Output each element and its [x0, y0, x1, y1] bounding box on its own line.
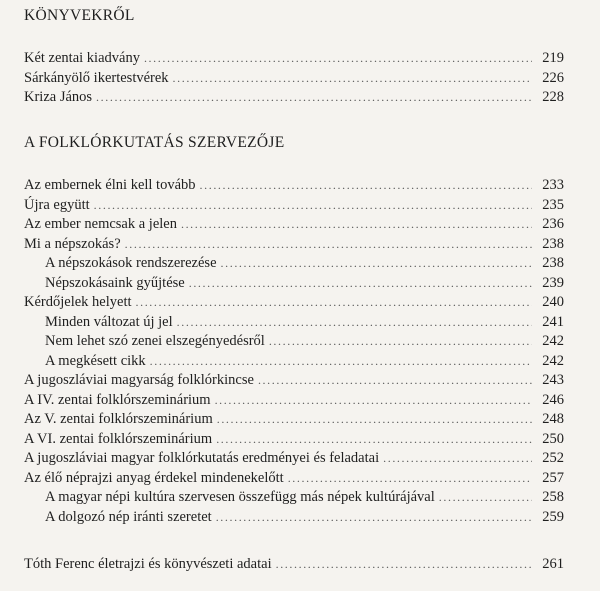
dot-leader — [221, 254, 532, 274]
toc-entry-page: 248 — [542, 411, 564, 427]
section-title-folklorkutatas: A FOLKLÓRKUTATÁS SZERVEZŐJE — [24, 134, 285, 151]
section-title-konyvekrol: KÖNYVEKRŐL — [24, 7, 135, 24]
toc-entry-title: Újra együtt — [24, 196, 90, 213]
dot-leader — [189, 274, 532, 294]
toc-entry-title: Az élő néprajzi anyag érdekel mindenekelőtt — [24, 469, 284, 486]
dot-leader — [150, 352, 532, 372]
toc-subentry — [0, 274, 600, 294]
dot-leader — [125, 235, 532, 255]
toc-entry-title: Az ember nemcsak a jelen — [24, 216, 177, 232]
toc-subentry — [0, 313, 600, 333]
toc-entry — [0, 410, 600, 430]
toc-entry-title: Nem lehet szó zenei elszegényedésről — [45, 333, 265, 349]
toc-entry-title: A jugoszláviai magyarság folklórkincse — [24, 372, 254, 388]
toc-entry-page: 258 — [542, 489, 564, 505]
toc-entry-title: Minden változat új jel — [45, 313, 173, 330]
toc-entry-title: A népszokások rendszerezése — [45, 255, 217, 271]
toc-entry-title: Kérdőjelek helyett — [24, 294, 132, 310]
toc-entry-title: Tóth Ferenc életrajzi és könyvészeti adatai — [24, 556, 272, 572]
toc-entry — [0, 88, 600, 108]
toc-entry — [0, 430, 600, 450]
dot-leader — [177, 313, 532, 333]
toc-entry-page: 240 — [542, 294, 564, 310]
dot-leader — [215, 391, 532, 411]
toc-subentry — [0, 332, 600, 352]
toc-entry-page: 241 — [542, 313, 564, 330]
dot-leader — [269, 332, 532, 352]
toc-entry-page: 238 — [542, 255, 564, 271]
toc-entry-title: A IV. zentai folklórszeminárium — [24, 391, 211, 408]
toc-entry-title: Mi a népszokás? — [24, 235, 121, 252]
dot-leader — [276, 555, 532, 575]
toc-entry — [0, 235, 600, 255]
toc-entry — [0, 391, 600, 411]
toc-entry-page: 233 — [542, 177, 564, 193]
toc-subentry — [0, 254, 600, 274]
toc-entry-page: 235 — [542, 196, 564, 213]
dot-leader — [216, 508, 532, 528]
dot-leader — [136, 293, 533, 313]
dot-leader — [258, 371, 532, 391]
toc-entry — [0, 49, 600, 69]
dot-leader — [217, 410, 532, 430]
toc-entry-title: A magyar népi kultúra szervesen összefügg más népek kultúrájával — [45, 489, 435, 505]
dot-leader — [439, 488, 532, 508]
toc-entry-page: 250 — [542, 430, 564, 447]
toc-subentry — [0, 488, 600, 508]
toc-entry-page: 219 — [542, 50, 564, 66]
toc-entry-page: 226 — [542, 69, 564, 86]
toc-entry-page: 252 — [542, 450, 564, 466]
toc-entry — [0, 449, 600, 469]
dot-leader — [181, 215, 532, 235]
toc-list-folklorkutatas — [0, 176, 600, 527]
toc-entry-page: 242 — [542, 352, 564, 369]
toc-entry-page: 259 — [542, 508, 564, 525]
toc-entry-page: 242 — [542, 333, 564, 349]
toc-entry-page: 236 — [542, 216, 564, 232]
toc-list-konyvekrol — [0, 49, 600, 108]
toc-entry-page: 246 — [542, 391, 564, 408]
toc-entry-title: Az embernek élni kell tovább — [24, 177, 196, 193]
toc-entry-title: A VI. zentai folklórszeminárium — [24, 430, 213, 447]
dot-leader — [96, 88, 532, 108]
dot-leader — [94, 196, 532, 216]
toc-entry — [0, 293, 600, 313]
toc-subentry — [0, 352, 600, 372]
toc-subentry — [0, 508, 600, 528]
toc-entry-page: 238 — [542, 235, 564, 252]
dot-leader — [288, 469, 532, 489]
toc-entry-title: A dolgozó nép iránti szeretet — [45, 508, 212, 525]
toc-entry — [0, 469, 600, 489]
toc-entry-title: Két zentai kiadvány — [24, 50, 140, 66]
toc-entry-page: 243 — [542, 372, 564, 388]
dot-leader — [144, 49, 532, 69]
toc-entry-title: A jugoszláviai magyar folklórkutatás eredményei és feladatai — [24, 450, 380, 466]
toc-entry-title: Népszokásaink gyűjtése — [45, 274, 185, 291]
dot-leader — [200, 176, 532, 196]
toc-entry-title: Sárkányölő ikertestvérek — [24, 69, 169, 86]
toc-entry-page: 239 — [542, 274, 564, 291]
toc-entry-title: Kriza János — [24, 89, 93, 105]
toc-entry-page: 257 — [542, 469, 564, 486]
toc-entry — [0, 215, 600, 235]
toc-entry — [0, 176, 600, 196]
toc-entry — [0, 555, 600, 575]
toc-entry — [0, 69, 600, 89]
toc-entry-page: 261 — [542, 556, 564, 572]
toc-entry-title: A megkésett cikk — [45, 352, 146, 369]
toc-entry — [0, 196, 600, 216]
toc-entry-title: Az V. zentai folklórszeminárium — [24, 411, 213, 427]
dot-leader — [173, 69, 532, 89]
dot-leader — [383, 449, 532, 469]
dot-leader — [216, 430, 532, 450]
toc-list-appendix — [0, 555, 600, 575]
toc-entry-page: 228 — [542, 89, 564, 105]
toc-entry — [0, 371, 600, 391]
